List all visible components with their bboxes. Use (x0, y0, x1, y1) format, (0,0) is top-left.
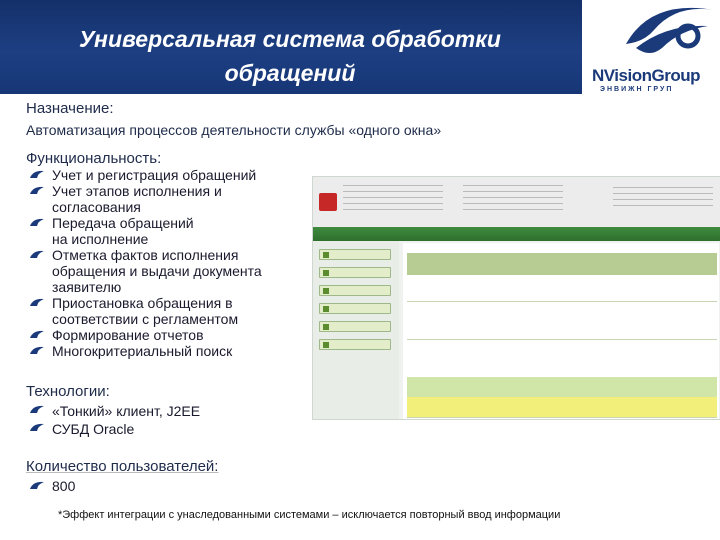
slide-title-line-2: обращений (224, 60, 356, 86)
table-row (407, 397, 717, 418)
logo-brand: NVisionGroup (592, 66, 700, 85)
functionality-list (26, 167, 316, 359)
app-sidebar-button (319, 285, 391, 296)
app-grid-header (407, 253, 717, 275)
app-header-text-block (463, 185, 563, 215)
list-item: Формирование отчетов (26, 327, 316, 343)
app-sidebar-button (319, 267, 391, 278)
list-item: Приостановка обращения в (26, 295, 316, 311)
app-sidebar-button (319, 249, 391, 260)
bullet-pointer-icon (29, 345, 45, 356)
app-sidebar (313, 241, 399, 419)
bullet-pointer-icon (29, 185, 45, 196)
app-header-text-block (343, 185, 443, 215)
list-item: Многокритериальный поиск (26, 343, 316, 359)
list-item: «Тонкий» клиент, J2EE (26, 402, 316, 420)
bullet-pointer-icon (29, 404, 45, 415)
bullet-pointer-icon (29, 297, 45, 308)
app-header (313, 177, 720, 228)
app-sidebar-button (319, 321, 391, 332)
title-banner (0, 0, 582, 94)
list-item: Передача обращений (26, 215, 316, 231)
app-header-text-block (613, 187, 713, 209)
users-list (26, 478, 226, 494)
list-item: Учет этапов исполнения и (26, 183, 316, 199)
list-item: Учет и регистрация обращений (26, 167, 316, 183)
list-item: Отметка фактов исполнения (26, 247, 316, 263)
table-row (407, 301, 717, 340)
bullet-pointer-icon (29, 217, 45, 228)
purpose-heading: Назначение: (26, 100, 114, 117)
functionality-heading: Функциональность: (26, 150, 162, 167)
table-row (407, 377, 717, 398)
app-grid (403, 243, 719, 419)
bullet-pointer-icon (29, 169, 45, 180)
table-row (407, 339, 717, 378)
logo-subtitle: ЭНВИЖН ГРУП (600, 86, 674, 93)
app-screenshot (312, 176, 720, 420)
app-logo-icon (319, 193, 337, 211)
app-nav-bar (313, 227, 720, 241)
technologies-heading: Технологии: (26, 383, 110, 400)
list-item-continuation: на исполнение (52, 231, 149, 247)
list-item: 800 (26, 478, 226, 494)
slide-title-line-1: Универсальная система обработки (79, 26, 501, 52)
list-item: СУБД Oracle (26, 420, 316, 438)
bullet-pointer-icon (29, 480, 45, 491)
list-item-continuation: обращения и выдачи документа (52, 263, 262, 279)
app-sidebar-button (319, 339, 391, 350)
list-item-continuation: согласования (52, 199, 141, 215)
table-row (407, 277, 717, 302)
footnote: *Эффект интеграции с унаследованными системами – исключается повторный ввод информации (58, 509, 561, 521)
bullet-pointer-icon (29, 329, 45, 340)
purpose-text: Автоматизация процессов деятельности службы «одного окна» (26, 122, 442, 138)
bullet-pointer-icon (29, 422, 45, 433)
list-item-continuation: заявителю (52, 279, 122, 295)
slide-title (20, 22, 560, 90)
technologies-list (26, 402, 316, 438)
app-sidebar-button (319, 303, 391, 314)
bullet-pointer-icon (29, 249, 45, 260)
list-item-continuation: соответствии с регламентом (52, 311, 239, 327)
nvision-swirl-logo-icon (596, 4, 716, 64)
users-heading: Количество пользователей: (26, 458, 219, 475)
